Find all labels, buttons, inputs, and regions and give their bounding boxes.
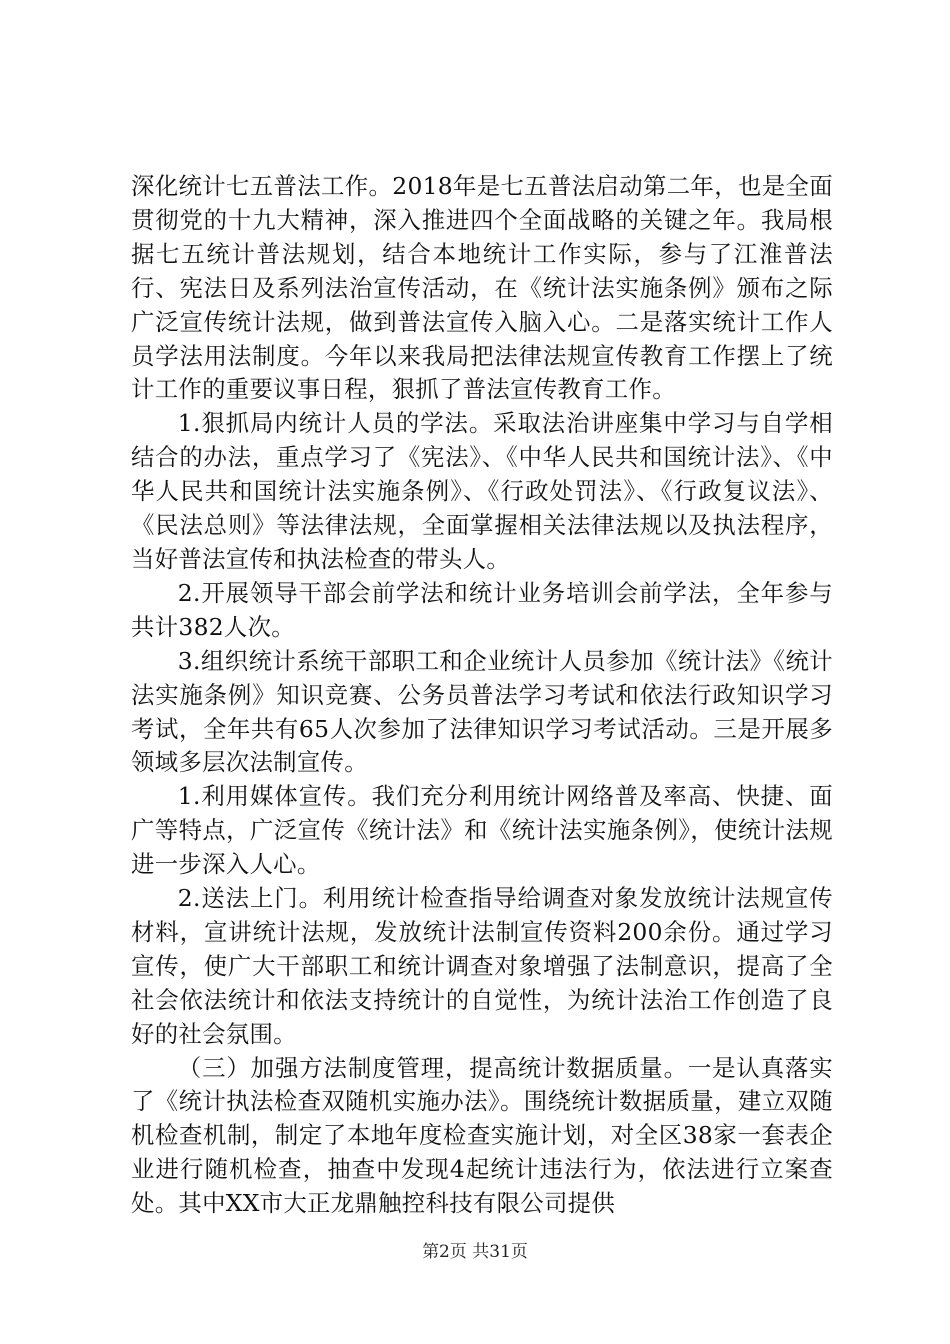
paragraph-7: （三）加强方法制度管理，提高统计数据质量。一是认真落实了《统计执法检查双随机实施办法》。围绕统计数据质量，建立双随机检查机制，制定了本地年度检查实施计划，对全区38家一套表企业进行随机检查，抽查中发现4起统计违法行为，依法进行立案查处。其中XX市大正龙鼎触控科技有限公司提供 (131, 1053, 833, 1218)
paragraph-5: 1.利用媒体宣传。我们充分利用统计网络普及率高、快捷、面广等特点，广泛宣传《统计法》和《统计法实施条例》，使统计法规进一步深入人心。 (131, 782, 833, 879)
paragraph-1: 深化统计七五普法工作。2018年是七五普法启动第二年，也是全面贯彻党的十九大精神，深入推进四个全面战略的关键之年。我局根据七五统计普法规划，结合本地统计工作实际，参与了江淮普法行、宪法日及系列法治宣传活动，在《统计法实施条例》颁布之际广泛宣传统计法规，做到普法宣传入脑入心。二是落实统计工作人员学法用法制度。今年以来我局把法律法规宣传教育工作摆上了统计工作的重要议事日程，狠抓了普法宣传教育工作。 (131, 172, 833, 404)
document-body (131, 170, 833, 1221)
paragraph-4: 3.组织统计系统干部职工和企业统计人员参加《统计法》《统计法实施条例》知识竞赛、公务员普法学习考试和依法行政知识学习考试，全年共有65人次参加了法律知识学习考试活动。三是开展多领域多层次法制宣传。 (131, 646, 833, 777)
paragraph-3: 2.开展领导干部会前学法和统计业务培训会前学法，全年参与共计382人次。 (131, 578, 833, 641)
paragraph-6: 2.送法上门。利用统计检查指导给调查对象发放统计法规宣传材料，宣讲统计法规，发放统计法制宣传资料200余份。通过学习宣传，使广大干部职工和统计调查对象增强了法制意识，提高了全社会依法统计和依法支持统计的自觉性，为统计法治工作创造了良好的社会氛围。 (131, 884, 833, 1048)
page-number-footer: 第2页 共31页 (422, 1242, 528, 1262)
paragraph-2: 1.狠抓局内统计人员的学法。采取法治讲座集中学习与自学相结合的办法，重点学习了《宪法》、《中华人民共和国统计法》、《中华人民共和国统计法实施条例》、《行政处罚法》、《行政复议法》、《民法总则》等法律法规，全面掌握相关法律法规以及执法程序，当好普法宣传和执法检查的带头人。 (131, 409, 833, 573)
